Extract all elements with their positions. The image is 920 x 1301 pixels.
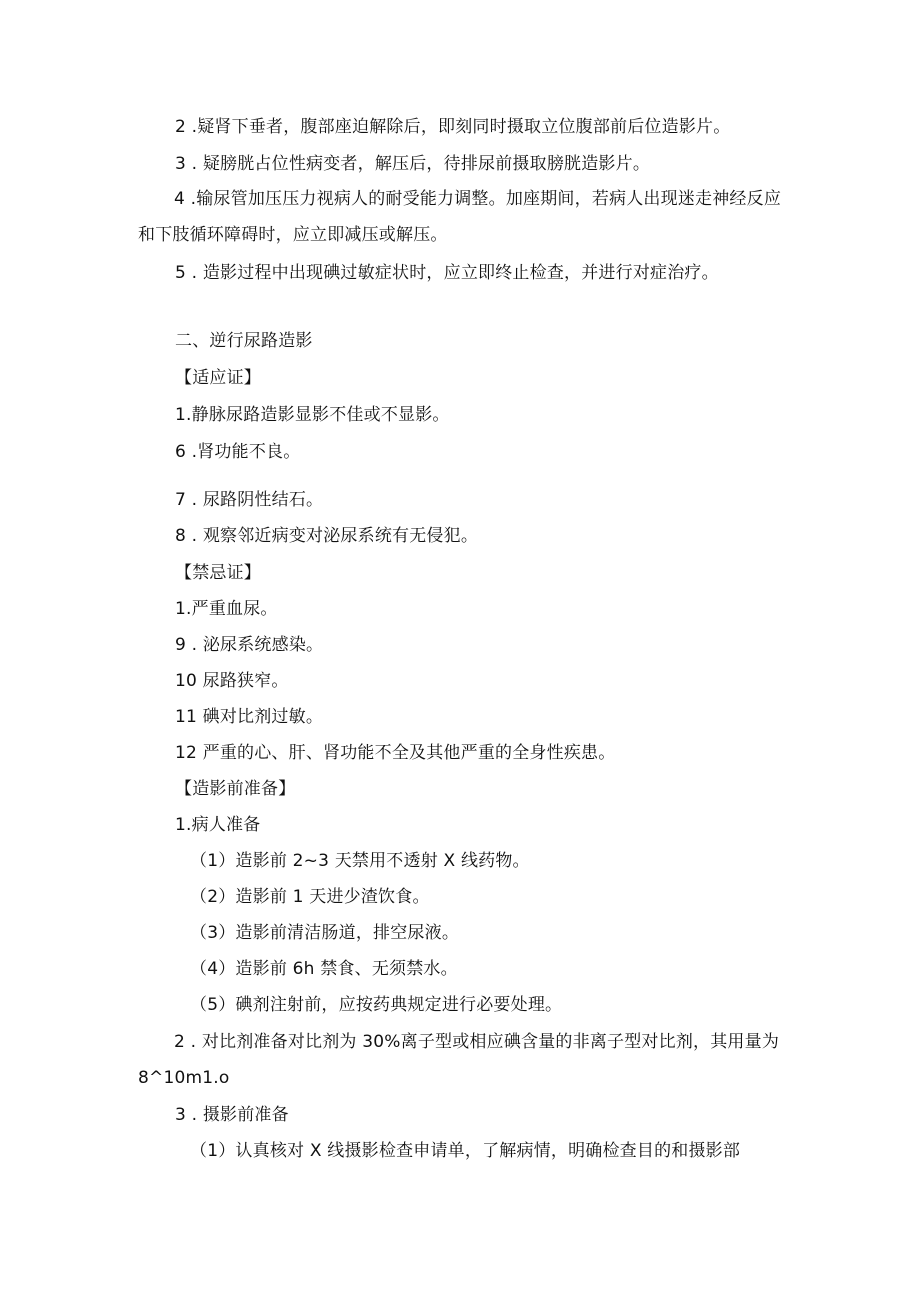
text-line-4: 5 . 造影过程中出现碘过敏症状时，应立即终止检查，并进行对症治疗。 [175,263,719,283]
text-line-18: 1.病人准备 [175,815,261,835]
text-line-1: 2 .疑肾下垂者，腹部座迫解除后，即刻同时摄取立位腹部前后位造影片。 [175,117,731,137]
text-line-7: 1.静脉尿路造影显影不佳或不显影。 [175,405,450,425]
text-line-14: 10 尿路狭窄。 [175,671,289,691]
text-line-13: 9 . 泌尿系统感染。 [175,635,324,655]
text-line-15: 11 碘对比剂过敏。 [175,707,324,727]
heading-contraindications: 【禁忌证】 [175,563,261,583]
text-line-9: 7 . 尿路阴性结石。 [175,490,324,510]
text-line-23: （5）碘剂注射前，应按药典规定进行必要处理。 [190,995,563,1015]
text-paragraph-24: 2 . 对比剂准备对比剂为 30%离子型或相应碘含量的非离子型对比剂，其用量为 8^10m1.o [138,1032,780,1088]
text-line-21: （3）造影前清洁肠道，排空尿液。 [190,923,460,943]
text-line-12: 1.严重血尿。 [175,599,278,619]
text-line-22: （4）造影前 6h 禁食、无须禁水。 [190,959,458,979]
text-line-25: 3 . 摄影前准备 [175,1105,289,1125]
text-line-10: 8 . 观察邻近病变对泌尿系统有无侵犯。 [175,526,479,546]
text-line-16: 12 严重的心、肝、肾功能不全及其他严重的全身性疾患。 [175,743,616,763]
text-paragraph-3: 4 .输尿管加压压力视病人的耐受能力调整。加座期间，若病人出现迷走神经反应和下肢循环障碍时，应立即减压或解压。 [138,189,782,245]
section-heading: 二、逆行尿路造影 [175,331,313,351]
text-line-26: （1）认真核对 X 线摄影检查申请单，了解病情，明确检查目的和摄影部 [190,1141,741,1161]
text-line-2: 3 . 疑膀胱占位性病变者，解压后，待排尿前摄取膀胱造影片。 [175,154,651,174]
text-line-20: （2）造影前 1 天进少渣饮食。 [190,887,430,907]
heading-preparation: 【造影前准备】 [175,779,296,799]
text-line-8: 6 .肾功能不良。 [175,442,301,462]
text-line-19: （1）造影前 2~3 天禁用不透射 X 线药物。 [190,851,530,871]
heading-indications: 【适应证】 [175,368,261,388]
